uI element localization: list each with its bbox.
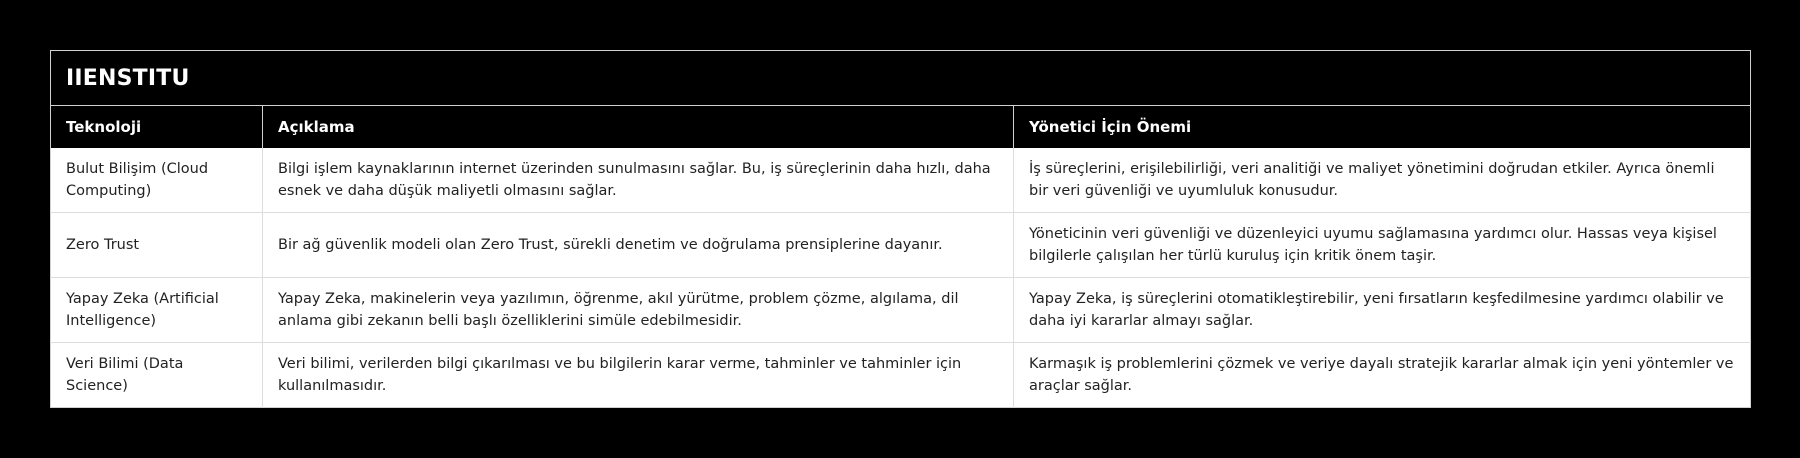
cell-technology: Zero Trust — [51, 213, 263, 278]
title-row — [51, 51, 1751, 106]
cell-description: Yapay Zeka, makinelerin veya yazılımın, öğrenme, akıl yürütme, problem çözme, algılama, dil anlama gibi zekanın belli başlı özelliklerini simüle edebilmesidir. — [263, 278, 1014, 343]
table-row — [51, 148, 1751, 213]
column-header-technology: Teknoloji — [51, 106, 263, 149]
cell-importance: İş süreçlerini, erişilebilirliği, veri analitiği ve maliyet yönetimini doğrudan etkiler. Ayrıca önemli bir veri güvenliği ve uyumluluk konusudur. — [1014, 148, 1751, 213]
table-row — [51, 213, 1751, 278]
table-title: IIENSTITU — [51, 51, 1751, 106]
table-row — [51, 278, 1751, 343]
cell-technology: Bulut Bilişim (Cloud Computing) — [51, 148, 263, 213]
cell-description: Bir ağ güvenlik modeli olan Zero Trust, sürekli denetim ve doğrulama prensiplerine dayanır. — [263, 213, 1014, 278]
cell-importance: Yöneticinin veri güvenliği ve düzenleyici uyumu sağlamasına yardımcı olur. Hassas veya kişisel bilgilerle çalışılan her türlü kuruluş için kritik önem taşir. — [1014, 213, 1751, 278]
cell-importance: Karmaşık iş problemlerini çözmek ve veriye dayalı stratejik kararlar almak için yeni yöntemler ve araçlar sağlar. — [1014, 343, 1751, 408]
technology-table — [50, 50, 1751, 408]
cell-importance: Yapay Zeka, iş süreçlerini otomatikleştirebilir, yeni fırsatların keşfedilmesine yardımcı olabilir ve daha iyi kararlar almayı sağlar. — [1014, 278, 1751, 343]
column-header-description: Açıklama — [263, 106, 1014, 149]
cell-technology: Veri Bilimi (Data Science) — [51, 343, 263, 408]
table-container — [50, 50, 1750, 408]
cell-technology: Yapay Zeka (Artificial Intelligence) — [51, 278, 263, 343]
table-row — [51, 343, 1751, 408]
cell-description: Bilgi işlem kaynaklarının internet üzerinden sunulmasını sağlar. Bu, iş süreçlerinin daha hızlı, daha esnek ve daha düşük maliyetli olmasını sağlar. — [263, 148, 1014, 213]
cell-description: Veri bilimi, verilerden bilgi çıkarılması ve bu bilgilerin karar verme, tahminler ve tahminler için kullanılmasıdır. — [263, 343, 1014, 408]
header-row — [51, 106, 1751, 149]
column-header-importance: Yönetici İçin Önemi — [1014, 106, 1751, 149]
